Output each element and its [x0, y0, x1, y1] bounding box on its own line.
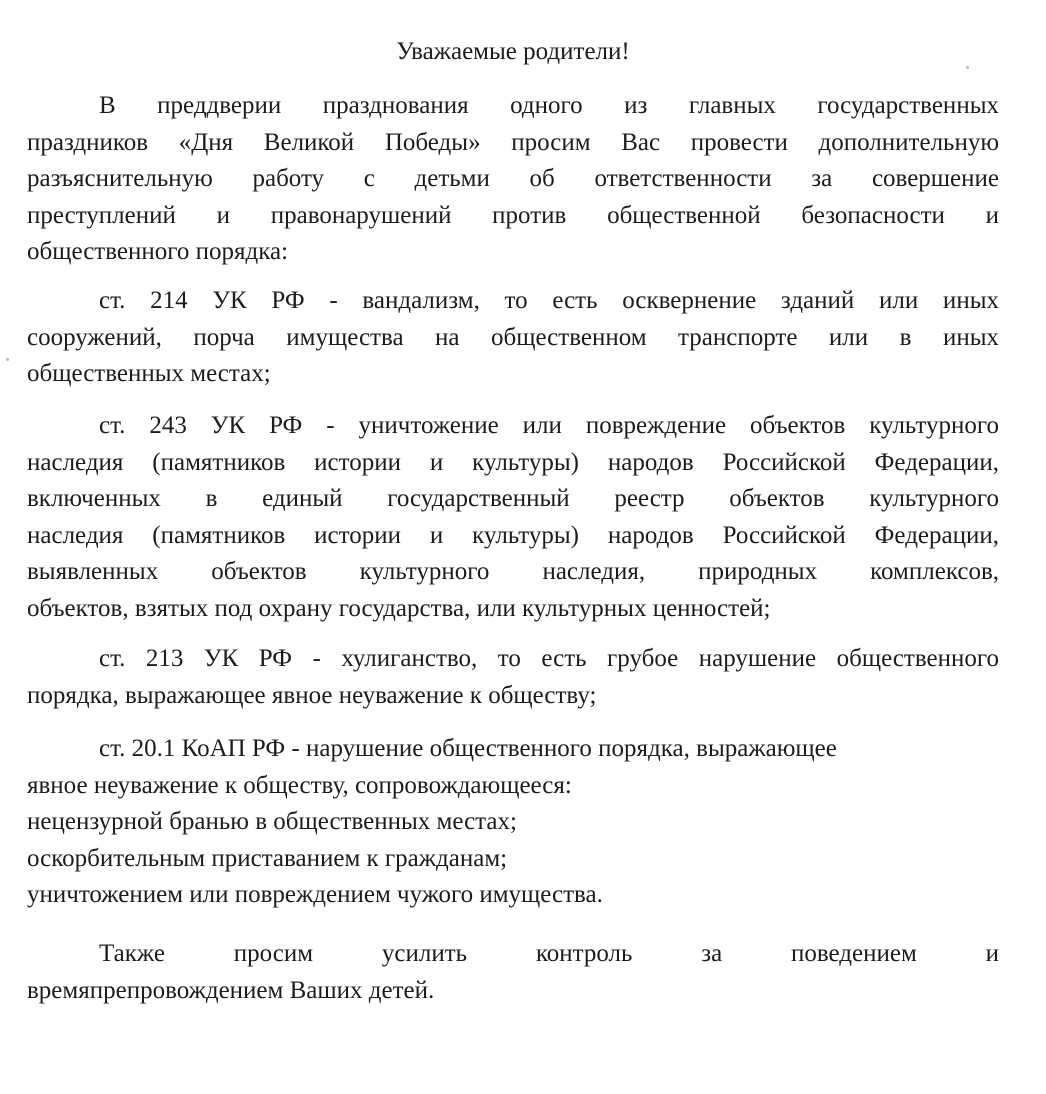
document-title: Уважаемые родители!: [396, 38, 630, 65]
article-214-paragraph: [27, 283, 999, 393]
paragraph-line: ст. 20.1 КоАП РФ - нарушение общественного порядка, выражающее: [99, 735, 837, 762]
paragraph-line: порядка, выражающее явное неуважение к обществу;: [27, 681, 597, 709]
paragraph-line: уничтожением или повреждением чужого имущества.: [27, 881, 603, 908]
paragraph-line: Также просим усилить контроль за поведением и: [99, 940, 999, 967]
paragraph-line: наследия (памятников истории и культуры) народов Российской Федерации,: [27, 448, 999, 476]
closing-paragraph: [27, 936, 999, 1009]
paragraph-line: наследия (памятников истории и культуры) народов Российской Федерации,: [27, 521, 999, 549]
paragraph-line: ст. 213 УК РФ - хулиганство, то есть грубое нарушение общественного: [99, 645, 999, 672]
intro-paragraph: [27, 88, 999, 271]
paragraph-line: включенных в единый государственный реестр объектов культурного: [27, 485, 999, 512]
article-213-paragraph: [27, 641, 999, 714]
paragraph-line: разъяснительную работу с детьми об ответственности за совершение: [27, 165, 999, 192]
paragraph-line: В преддверии празднования одного из главных государственных: [99, 92, 999, 119]
paragraph-line: оскорбительным приставанием к гражданам;: [27, 844, 508, 872]
paragraph-line: явное неуважение к обществу, сопровождающееся:: [27, 771, 572, 799]
article-20-1-paragraph: [27, 731, 999, 914]
paragraph-line: общественного порядка:: [27, 238, 289, 265]
article-243-paragraph: [27, 408, 999, 627]
paragraph-line: общественных местах;: [27, 360, 271, 387]
paragraph-line: объектов, взятых под охрану государства, или культурных ценностей;: [27, 594, 771, 622]
paragraph-line: нецензурной бранью в общественных местах;: [27, 808, 517, 835]
paragraph-line: времяпрепровождением Ваших детей.: [27, 976, 435, 1004]
paragraph-line: сооружений, порча имущества на общественном транспорте или в иных: [27, 323, 999, 351]
paragraph-line: ст. 214 УК РФ - вандализм, то есть осквернение зданий или иных: [99, 287, 999, 314]
scan-speck: [966, 66, 969, 69]
paragraph-line: преступлений и правонарушений против общественной безопасности и: [27, 201, 999, 229]
paragraph-line: праздников «Дня Великой Победы» просим Вас провести дополнительную: [27, 128, 999, 156]
scan-speck: [6, 358, 9, 361]
paragraph-line: ст. 243 УК РФ - уничтожение или повреждение объектов культурного: [99, 412, 999, 439]
paragraph-line: выявленных объектов культурного наследия, природных комплексов,: [27, 558, 999, 585]
